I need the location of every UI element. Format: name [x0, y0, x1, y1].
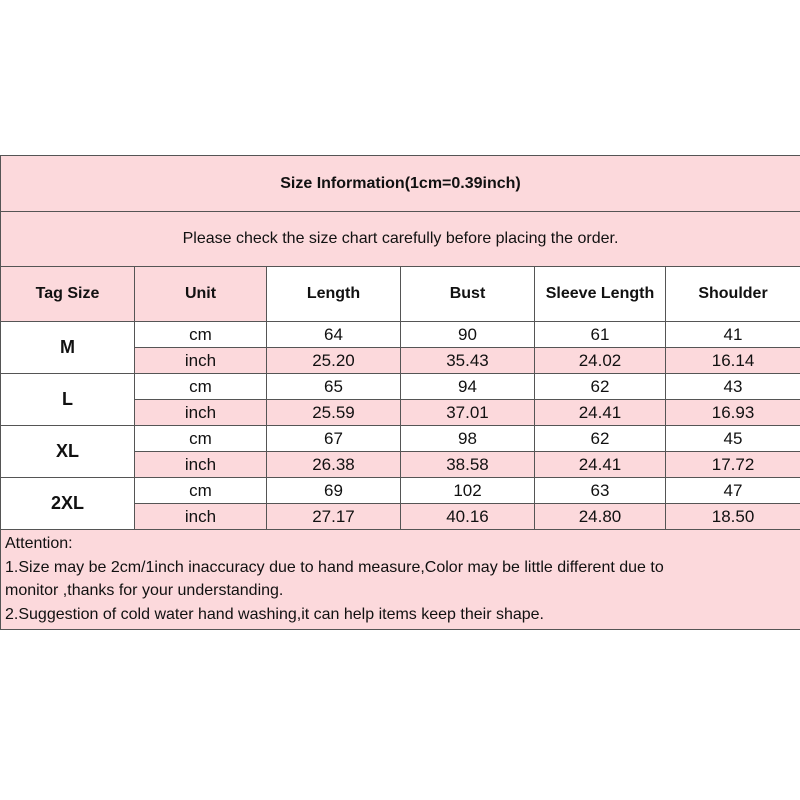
unit-cell: cm — [135, 322, 267, 348]
bust-cell: 102 — [401, 478, 535, 504]
tag-size-cell: M — [1, 322, 135, 374]
header-row — [1, 267, 800, 322]
size-chart-table — [0, 155, 800, 630]
sleeve-cell: 24.41 — [535, 452, 666, 478]
header-shoulder: Shoulder — [666, 267, 800, 322]
chart-title: Size Information(1cm=0.39inch) — [1, 156, 800, 212]
tag-size-cell: L — [1, 374, 135, 426]
tag-size-cell: XL — [1, 426, 135, 478]
shoulder-cell: 17.72 — [666, 452, 800, 478]
attention-row — [1, 530, 800, 630]
sleeve-cell: 24.02 — [535, 348, 666, 374]
bust-cell: 38.58 — [401, 452, 535, 478]
bust-cell: 90 — [401, 322, 535, 348]
unit-cell: inch — [135, 400, 267, 426]
shoulder-cell: 18.50 — [666, 504, 800, 530]
table-row — [1, 478, 800, 504]
sleeve-cell: 63 — [535, 478, 666, 504]
sleeve-cell: 62 — [535, 426, 666, 452]
length-cell: 64 — [267, 322, 401, 348]
unit-cell: cm — [135, 478, 267, 504]
unit-cell: cm — [135, 374, 267, 400]
title-row — [1, 156, 800, 212]
length-cell: 27.17 — [267, 504, 401, 530]
table-row — [1, 426, 800, 452]
sleeve-cell: 61 — [535, 322, 666, 348]
length-cell: 25.59 — [267, 400, 401, 426]
sleeve-cell: 24.80 — [535, 504, 666, 530]
attention-note-1: 1.Size may be 2cm/1inch inaccuracy due to hand measure,Color may be little different due to — [5, 558, 664, 576]
unit-cell: inch — [135, 504, 267, 530]
attention-note-2: 2.Suggestion of cold water hand washing,it can help items keep their shape. — [5, 605, 544, 623]
bust-cell: 37.01 — [401, 400, 535, 426]
table-row — [1, 322, 800, 348]
header-unit: Unit — [135, 267, 267, 322]
shoulder-cell: 43 — [666, 374, 800, 400]
header-sleeve-length: Sleeve Length — [535, 267, 666, 322]
sleeve-cell: 24.41 — [535, 400, 666, 426]
bust-cell: 40.16 — [401, 504, 535, 530]
header-bust: Bust — [401, 267, 535, 322]
unit-cell: cm — [135, 426, 267, 452]
length-cell: 69 — [267, 478, 401, 504]
bust-cell: 94 — [401, 374, 535, 400]
sleeve-cell: 62 — [535, 374, 666, 400]
shoulder-cell: 45 — [666, 426, 800, 452]
table-row — [1, 374, 800, 400]
shoulder-cell: 16.93 — [666, 400, 800, 426]
shoulder-cell: 47 — [666, 478, 800, 504]
length-cell: 26.38 — [267, 452, 401, 478]
length-cell: 67 — [267, 426, 401, 452]
shoulder-cell: 16.14 — [666, 348, 800, 374]
shoulder-cell: 41 — [666, 322, 800, 348]
header-tag-size: Tag Size — [1, 267, 135, 322]
bust-cell: 98 — [401, 426, 535, 452]
chart-subtitle: Please check the size chart carefully before placing the order. — [1, 212, 800, 267]
unit-cell: inch — [135, 348, 267, 374]
length-cell: 65 — [267, 374, 401, 400]
attention-heading: Attention: — [5, 535, 73, 552]
tag-size-cell: 2XL — [1, 478, 135, 530]
unit-cell: inch — [135, 452, 267, 478]
header-length: Length — [267, 267, 401, 322]
bust-cell: 35.43 — [401, 348, 535, 374]
attention-note-1-cont: monitor ,thanks for your understanding. — [5, 582, 284, 599]
attention-notes — [1, 530, 800, 630]
length-cell: 25.20 — [267, 348, 401, 374]
subtitle-row — [1, 212, 800, 267]
